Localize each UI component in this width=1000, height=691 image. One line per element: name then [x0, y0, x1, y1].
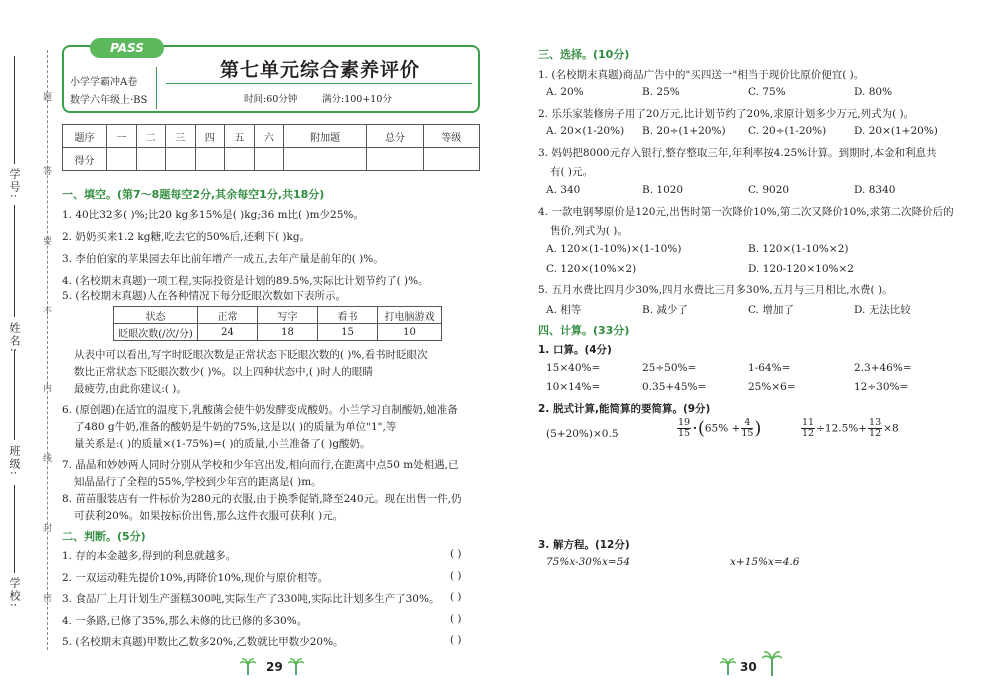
choice-question-4-line1: 4. 一款电钢琴原价是120元,出售时第一次降价10%,第二次又降价10%,求第二次降价后的 [538, 206, 954, 218]
answer-paren[interactable]: ( ) [450, 591, 462, 603]
expression-3 [800, 418, 899, 439]
table-cell: 一 [107, 125, 137, 148]
denominator: 12 [802, 427, 815, 439]
fraction [868, 418, 882, 439]
seal-char: 封 [41, 523, 51, 532]
class-line [14, 350, 15, 440]
fraction [677, 418, 691, 439]
choice-question-4-line2: 售价,列式为( )。 [550, 225, 628, 237]
judge-question-4: 4. 一条路,已修了35%,那么未修的比已修的多30%。 [62, 615, 308, 627]
palm-tree-icon [762, 650, 782, 679]
expression-term: ×8 [883, 422, 899, 435]
blink-table-header-row [114, 307, 442, 324]
option: C. 20÷(1-20%) [748, 125, 827, 137]
judge-question-1: 1. 存的本金越多,得到的利息就越多。 [62, 550, 237, 562]
numerator: 13 [869, 417, 882, 428]
score-table-header-row [63, 125, 480, 148]
binding-strip [0, 0, 58, 691]
expression-2: $\frac{19}{15}$ ·(65% + $\frac{4}{15}$ ) [678, 417, 762, 439]
numerator: 4 [741, 418, 753, 429]
fill-question-4: 4. (名校期末真题)一项工程,实际投资是计划的89.5%,实际比计划节约了( )%。 [62, 275, 429, 287]
pass-badge: PASS [90, 38, 164, 58]
exam-header [62, 41, 480, 113]
table-cell: 看书 [318, 307, 378, 324]
answer-paren[interactable]: ( ) [450, 634, 462, 646]
seal-char: 线 [41, 453, 51, 462]
cut-line [47, 50, 48, 650]
numerator: 11 [802, 417, 815, 428]
score-input-cell[interactable] [284, 148, 367, 171]
expression-term: ÷12.5%+ [816, 422, 868, 435]
seal-char: 内 [41, 383, 51, 392]
seal-char: 密 [41, 593, 51, 602]
calc-part-3-title: 3. 解方程。(12分) [538, 539, 630, 551]
grade-label: 数学六年级上·BS [70, 95, 148, 106]
fill-question-5-line1: 从表中可以看出,写字时眨眼次数是正常状态下眨眼次数的( )%,看书时眨眼次 [74, 349, 428, 361]
option: B. 减少了 [642, 304, 688, 316]
expression-1: (5+20%)×0.5 [546, 428, 619, 440]
score-input-cell[interactable] [136, 148, 166, 171]
option: C. 75% [748, 86, 786, 98]
table-cell: 写字 [258, 307, 318, 324]
section-calc-title: 四、计算。(33分) [538, 324, 630, 337]
table-cell: 附加题 [284, 125, 367, 148]
table-cell: 等级 [423, 125, 479, 148]
school-line [14, 485, 15, 573]
fill-question-5-line2: 数比正常状态下眨眼次数少( )%。以上四种状态中,( )时人的眼睛 [74, 366, 373, 378]
fill-question-5: 5. (名校期末真题)人在各种情况下每分眨眼次数如下表所示。 [62, 290, 347, 302]
table-cell: 24 [198, 324, 258, 341]
palm-tree-icon [240, 657, 256, 678]
title-underline [166, 83, 472, 84]
table-cell: 得分 [63, 148, 107, 171]
option: C. 120×(10%×2) [546, 263, 637, 275]
choice-question-1: 1. (名校期末真题)商品广告中的"买四送一"相当于现价比原价便宜( )。 [538, 69, 865, 81]
judge-question-5: 5. (名校期末真题)甲数比乙数多20%,乙数就比甲数少20%。 [62, 636, 344, 648]
series-name: 小学学霸冲A卷 [70, 77, 138, 88]
answer-paren[interactable]: ( ) [450, 570, 462, 582]
fill-question-8-line1: 8. 苗苗服装店有一件标价为280元的衣服,由于换季促销,降至240元。现在出售一件,仍 [62, 493, 462, 505]
name-label: 姓名: [8, 322, 21, 354]
palm-tree-icon [288, 657, 304, 678]
oral-calc-item: 10×14%= [546, 381, 601, 393]
student-id-label: 学号: [8, 168, 21, 200]
seal-char: 不 [41, 306, 51, 315]
score-input-cell[interactable] [225, 148, 255, 171]
score-input-cell[interactable] [195, 148, 225, 171]
table-cell: 三 [166, 125, 196, 148]
palm-tree-icon [720, 657, 736, 678]
page-title: 第七单元综合素养评价 [220, 59, 421, 81]
table-cell: 五 [225, 125, 255, 148]
full-score-label: 满分:100+10分 [322, 94, 392, 105]
option: D. 120-120×10%×2 [748, 263, 854, 275]
fill-question-1: 1. 40比32多( )%;比20 kg多15%是( )kg;36 m比( )m少25%。 [62, 209, 364, 221]
option: B. 20÷(1+20%) [642, 125, 726, 137]
denominator: 15 [678, 428, 691, 439]
score-table [62, 124, 480, 171]
answer-paren[interactable]: ( ) [450, 548, 462, 560]
fill-question-8-line2: 可获利20%。如果按标价出售,那么这件衣服可获利( )元。 [74, 510, 344, 522]
seal-char: 要 [41, 236, 51, 245]
school-label: 学校: [8, 577, 21, 609]
section-fill-in-title: 一、填空。(第7～8题每空2分,其余每空1分,共18分) [62, 188, 325, 201]
choice-question-3-line1: 3. 妈妈把8000元存入银行,整存整取三年,年利率按4.25%计算。到期时,本金和利息共 [538, 147, 937, 159]
option: A. 340 [546, 184, 581, 196]
option: B. 120×(1-10%×2) [748, 243, 849, 255]
fraction [801, 418, 815, 439]
option: A. 120×(1-10%)×(1-10%) [546, 243, 682, 255]
table-cell: 眨眼次数(/次/分) [114, 324, 198, 341]
page-number-right: 30 [740, 660, 757, 674]
score-input-cell[interactable] [254, 148, 284, 171]
score-input-cell[interactable] [107, 148, 137, 171]
numerator: 19 [678, 417, 691, 429]
score-table-score-row [63, 148, 480, 171]
oral-calc-item: 1-64%= [748, 362, 791, 374]
calc-part-2-title: 2. 脱式计算,能简算的要简算。(9分) [538, 403, 711, 415]
oral-calc-item: 2.3+46%= [854, 362, 912, 374]
equation-1: 75%x-30%x=54 [546, 556, 631, 568]
oral-calc-item: 25÷50%= [642, 362, 697, 374]
judge-question-2: 2. 一双运动鞋先提价10%,再降价10%,现价与原价相等。 [62, 572, 329, 584]
fill-question-2: 2. 奶奶买来1.2 kg糖,吃去它的50%后,还剩下( )kg。 [62, 231, 311, 243]
judge-question-3: 3. 食品厂上月计划生产蛋糕300吨,实际生产了330吨,实际比计划多生产了30%。 [62, 593, 440, 605]
page-number-left: 29 [266, 660, 283, 674]
fill-question-6-line1: 6. (原创题)在适宜的温度下,乳酸菌会使牛奶发酵变成酸奶。小兰学习自制酸奶,她准备 [62, 404, 458, 416]
header-divider [156, 67, 157, 109]
table-cell: 题序 [63, 125, 107, 148]
table-cell: 18 [258, 324, 318, 341]
option: A. 20% [546, 86, 584, 98]
option: D. 8340 [854, 184, 896, 196]
table-cell: 总分 [367, 125, 423, 148]
option: D. 20×(1+20%) [854, 125, 938, 137]
time-label: 时间:60分钟 [244, 94, 298, 105]
score-input-cell[interactable] [166, 148, 196, 171]
denominator: 12 [869, 427, 882, 439]
option: C. 增加了 [748, 304, 794, 316]
choice-question-3-line2: 有( )元。 [550, 166, 594, 178]
denominator: 15 [741, 428, 754, 439]
calc-part-1-title: 1. 口算。(4分) [538, 344, 612, 356]
table-cell: 状态 [114, 307, 198, 324]
oral-calc-item: 25%×6= [748, 381, 796, 393]
table-cell: 打电脑游戏 [378, 307, 442, 324]
option: D. 无法比较 [854, 304, 911, 316]
fill-question-5-line3: 最疲劳,由此你建议:( )。 [74, 383, 187, 395]
option: A. 相等 [546, 304, 582, 316]
option: C. 9020 [748, 184, 790, 196]
oral-calc-item: 12÷30%= [854, 381, 909, 393]
table-cell: 10 [378, 324, 442, 341]
fill-question-7-line2: 知晶晶行了全程的55%,学校到少年宫的距离是( )m。 [74, 476, 322, 488]
option: A. 20×(1-20%) [546, 125, 625, 137]
seal-char: 题 [41, 92, 51, 101]
fill-question-7-line1: 7. 晶晶和妙妙两人同时分别从学校和少年宫出发,相向而行,在距离中点50 m处相遇,已 [62, 459, 459, 471]
score-input-cell[interactable] [367, 148, 423, 171]
score-input-cell[interactable] [423, 148, 479, 171]
choice-question-5: 5. 五月水费比四月少30%,四月水费比三月多30%,五月与三月相比,水费( )。 [538, 284, 893, 296]
table-cell: 六 [254, 125, 284, 148]
name-line [14, 205, 15, 317]
table-cell: 正常 [198, 307, 258, 324]
blink-table-value-row [114, 324, 442, 341]
table-cell: 二 [136, 125, 166, 148]
expression-term: 65% + [704, 422, 741, 435]
seal-char: 答 [41, 166, 51, 175]
choice-question-2: 2. 乐乐家装修房子用了20万元,比计划节约了20%,求原计划多少万元,列式为( )。 [538, 108, 915, 120]
fill-question-6-line2: 了480 g牛奶,准备的酸奶是牛奶的75%,这是以( )的质量为单位"1",等 [74, 421, 397, 433]
equation-2: x+15%x=4.6 [730, 556, 800, 568]
fill-question-6-line3: 量关系是:( )的质量×(1-75%)=( )的质量,小兰准备了( )g酸奶。 [74, 438, 371, 450]
student-id-line [14, 56, 15, 164]
option: B. 25% [642, 86, 680, 98]
table-cell: 15 [318, 324, 378, 341]
fraction [741, 418, 753, 439]
oral-calc-item: 0.35+45%= [642, 381, 707, 393]
section-judge-title: 二、判断。(5分) [62, 530, 146, 543]
option: D. 80% [854, 86, 893, 98]
option: B. 1020 [642, 184, 684, 196]
fill-question-3: 3. 李伯伯家的苹果园去年比前年增产一成五,去年产量是前年的( )%。 [62, 253, 384, 265]
section-choice-title: 三、选择。(10分) [538, 48, 630, 61]
table-cell: 四 [195, 125, 225, 148]
oral-calc-item: 15×40%= [546, 362, 601, 374]
answer-paren[interactable]: ( ) [450, 613, 462, 625]
class-label: 班级: [8, 445, 21, 477]
blink-table [113, 306, 442, 341]
